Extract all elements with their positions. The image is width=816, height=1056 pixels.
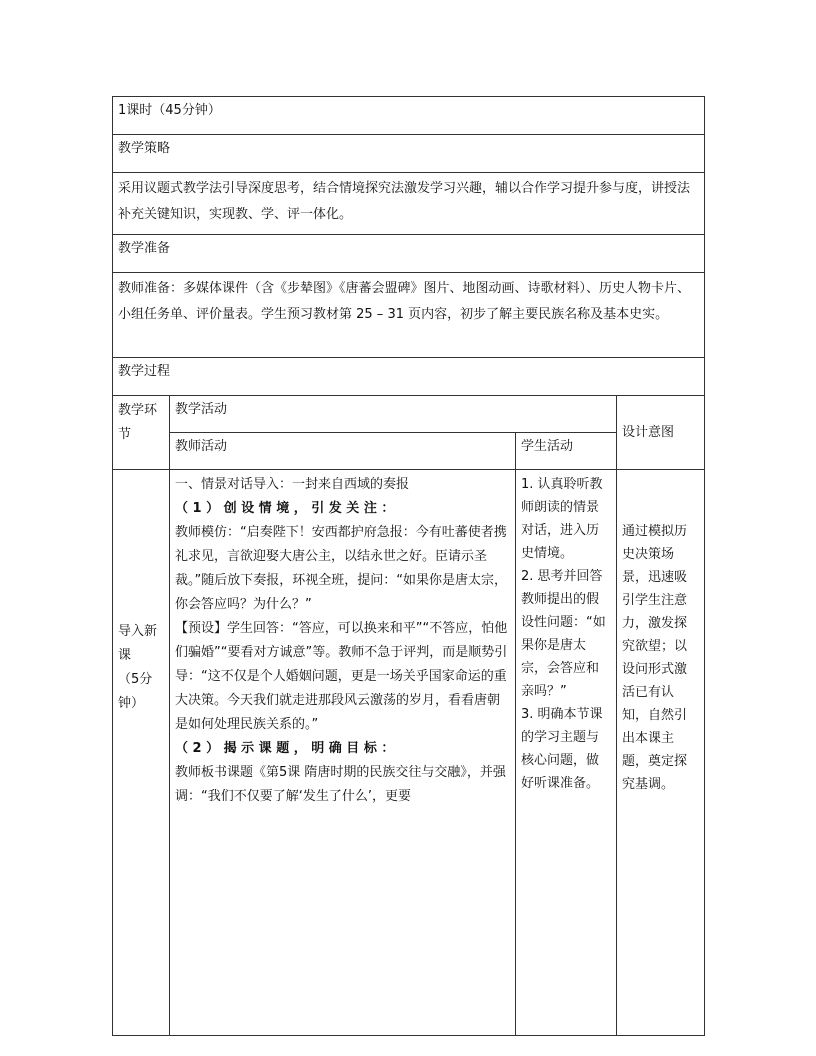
lesson-plan-page: [112, 96, 704, 1036]
class-period: 1课时（45分钟）: [113, 97, 705, 135]
teacher-step2-text: 教师板书课题《第5课 隋唐时期的民族交往与交融》，并强调：“我们不仅要了解‘发生了什么’，更要: [175, 765, 506, 804]
prep-title: 教学准备: [113, 235, 705, 273]
student-item-1: 1. 认真聆听教师朗读的情景对话，进入历史情境。: [521, 477, 603, 561]
strategy-text: 采用议题式教学法引导深度思考，结合情境探究法激发学习兴趣，辅以合作学习提升参与度，讲授法补充关键知识，实现教、学、评一体化。: [113, 173, 705, 235]
stage-name: 导入新课: [118, 624, 158, 663]
teacher-heading: 一、情景对话导入：一封来自西域的奏报: [175, 477, 410, 492]
prep-text: 教师准备：多媒体课件（含《步辇图》《唐蕃会盟碑》图片、地图动画、诗歌材料）、历史人物卡片、小组任务单、评价量表。学生预习教材第 25 – 31 页内容，初步了解主要民族名称及基本史实。: [113, 273, 705, 358]
teacher-activity-cell: [170, 470, 516, 1036]
student-activity-cell: [516, 470, 617, 1036]
student-item-2: 2. 思考并回答教师提出的假设性问题：“如果你是唐太宗，会答应和亲吗？”: [521, 569, 606, 699]
design-intent-cell: 通过模拟历史决策场景，迅速吸引学生注意力，激发探究欲望；以设问形式激活已有认知，自然引出本课主题，奠定探究基调。: [617, 470, 705, 1036]
teacher-step1-text: 教师模仿：“启奏陛下！安西都护府急报：今有吐蕃使者携礼求见，言欲迎娶大唐公主，以结永世之好。臣请示圣裁。”随后放下奏报，环视全班，提问：“如果你是唐太宗，你会答应吗？为什么？”: [175, 525, 507, 612]
stage-cell: [113, 470, 170, 1036]
lesson-plan-table: [112, 96, 705, 1036]
teacher-preset: 【预设】学生回答：“答应，可以换来和平”“不答应，怕他们骗婚”“要看对方诚意”等。教师不急于评判，而是顺势引导：“这不仅是个人婚姻问题，更是一场关乎国家命运的重大决策。今天我们就走进那段风云激荡的岁月，看看唐朝是如何处理民族关系的。”: [175, 621, 508, 732]
col-student-header: 学生活动: [516, 433, 617, 470]
stage-duration: （5分钟）: [118, 672, 153, 711]
col-teacher-header: 教师活动: [170, 433, 516, 470]
process-title: 教学过程: [113, 358, 705, 396]
teacher-step2-title: （ 2 ） 揭 示 课 题 ， 明 确 目 标 ：: [175, 741, 395, 756]
teacher-step1-title: （ 1 ） 创 设 情 境 ， 引 发 关 注 ：: [175, 501, 395, 516]
col-intent-header: 设计意图: [617, 396, 705, 470]
col-activity-header: 教学活动: [170, 396, 617, 433]
student-item-3: 3. 明确本节课的学习主题与核心问题，做好听课准备。: [521, 707, 603, 791]
strategy-title: 教学策略: [113, 135, 705, 173]
col-stage-header: 教学环节: [113, 396, 170, 470]
